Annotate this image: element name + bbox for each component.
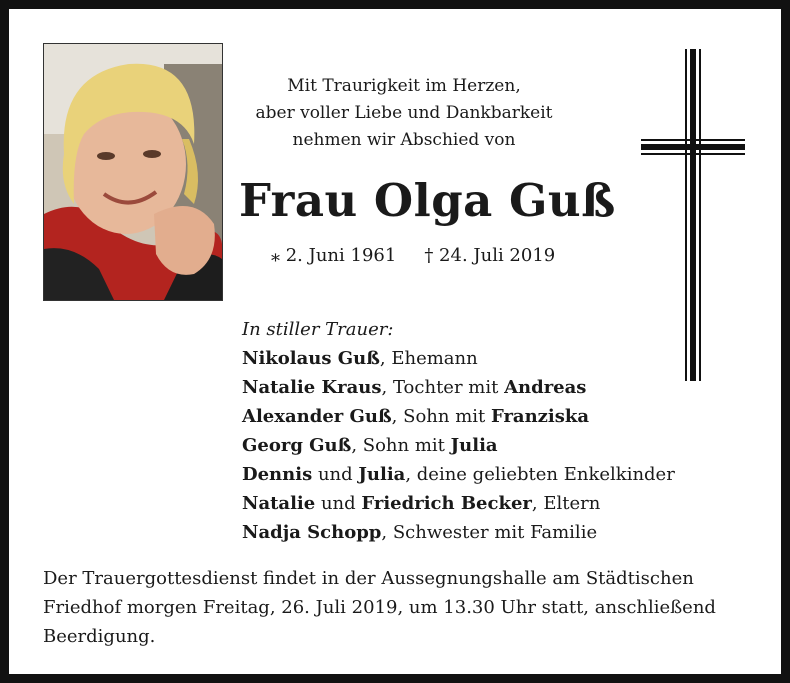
- mourner-name: Nadja Schopp: [242, 522, 382, 543]
- mourner-name: Alexander Guß: [242, 406, 392, 427]
- mourner-name: Nikolaus Guß: [242, 348, 380, 369]
- mourner-relation: , Sohn mit: [351, 435, 451, 456]
- mourner-entry: [242, 489, 675, 518]
- mourner-relation: , Schwester mit Familie: [381, 522, 598, 543]
- mourner-entry: [242, 460, 675, 489]
- birth-date: ⁎ 2. Juni 1961: [271, 245, 397, 266]
- mourner-entry: [242, 431, 675, 460]
- mourner-relation: , Ehemann: [379, 348, 478, 369]
- mourner-name: Dennis: [242, 464, 313, 485]
- mourner-name-second: Friedrich Becker: [361, 493, 532, 514]
- mourner-joiner: und: [315, 493, 362, 514]
- mourner-entry: [242, 402, 675, 431]
- obituary-notice: [9, 9, 781, 674]
- mourner-relation: , Eltern: [531, 493, 601, 514]
- intro-line: Mit Traurigkeit im Herzen,: [287, 76, 521, 96]
- intro-line: aber voller Liebe und Dankbarkeit: [255, 103, 553, 123]
- mourner-name-second: Julia: [358, 464, 406, 485]
- mourners-list: [242, 315, 675, 547]
- mourner-name: Natalie Kraus: [242, 377, 382, 398]
- mourner-name: Natalie: [242, 493, 316, 514]
- mourner-name: Georg Guß: [242, 435, 352, 456]
- deceased-name: Frau Olga Guß: [239, 174, 616, 227]
- mourner-partner: Julia: [450, 435, 498, 456]
- mourner-relation: , Tochter mit: [381, 377, 505, 398]
- mourner-relation: , Sohn mit: [391, 406, 491, 427]
- mourner-entry: [242, 373, 675, 402]
- mourner-entry: [242, 344, 675, 373]
- intro-line: nehmen wir Abschied von: [292, 130, 516, 150]
- intro-text: [239, 73, 569, 154]
- mourner-relation: , deine geliebten Enkelkinder: [405, 464, 675, 485]
- death-date: † 24. Juli 2019: [424, 245, 556, 266]
- portrait-photo: [43, 43, 223, 301]
- mourner-joiner: und: [312, 464, 359, 485]
- portrait-illustration: [44, 44, 222, 300]
- life-dates: [271, 245, 555, 266]
- service-announcement: Der Trauergottesdienst findet in der Aussegnungshalle am Städtischen Friedhof morgen Freitag, 26. Juli 2019, um 13.30 Uhr statt, anschließend Beerdigung.: [43, 568, 716, 647]
- mourners-heading: In stiller Trauer:: [242, 319, 394, 340]
- mourner-partner: Andreas: [504, 377, 587, 398]
- mourner-partner: Franziska: [490, 406, 590, 427]
- mourner-entry: [242, 518, 675, 547]
